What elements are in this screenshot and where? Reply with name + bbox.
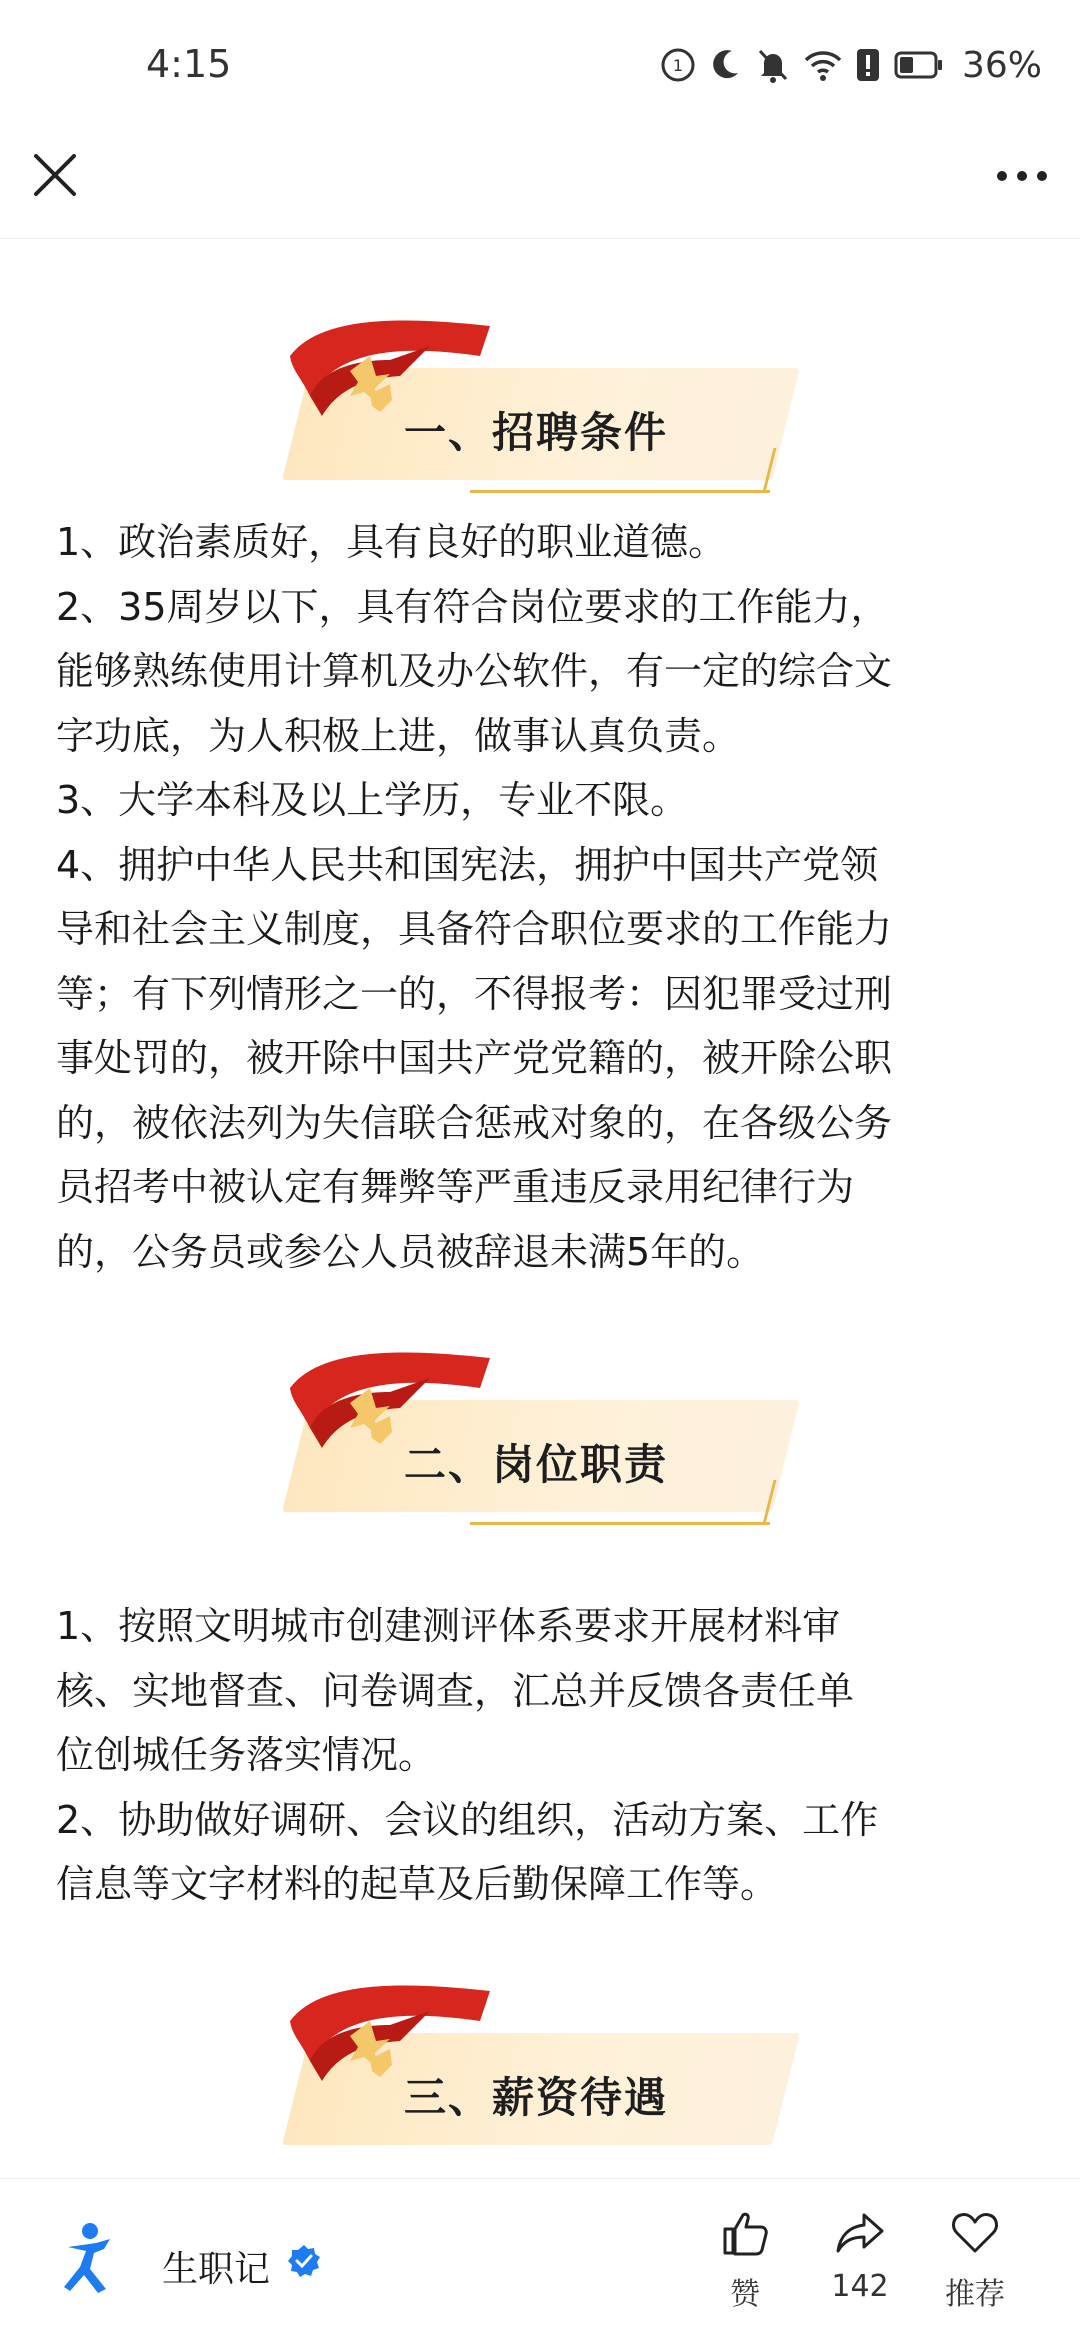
share-icon [834,2207,886,2259]
section-title: 三、薪资待遇 [404,2072,669,2122]
app-header [0,130,1080,239]
like-label: 赞 [730,2277,760,2312]
hd-call-icon [660,47,696,83]
more-icon [992,158,1052,194]
share-button[interactable] [815,2207,905,2304]
section-content-1 [0,510,1080,1284]
like-button[interactable] [700,2207,790,2313]
thumbs-up-icon [719,2207,771,2259]
content-line: 2、35周岁以下，具有符合岗位要求的工作能力， [56,584,889,629]
section-heading-1 [0,240,1080,510]
content-line: 导和社会主义制度，具备符合职位要求的工作能力 [56,907,893,951]
content-line: 事处罚的，被开除中国共产党党籍的，被开除公职 [56,1036,893,1080]
verified-badge-icon [286,2243,322,2279]
status-bar [0,0,1080,130]
status-icons [660,40,1042,90]
close-icon [28,148,82,202]
more-options-button[interactable] [992,158,1052,194]
content-line: 位创城任务落实情况。 [56,1733,437,1777]
recommend-label: 推荐 [945,2277,1005,2312]
content-line: 的，被依法列为失信联合惩戒对象的，在各级公务 [56,1100,893,1145]
author-name[interactable]: 生职记 [162,2249,271,2290]
svg-text:1: 1 [672,56,684,75]
battery-percent: 36% [961,44,1042,86]
content-line: 核、实地督查、问卷调查，汇总并反馈各责任单 [56,1668,855,1713]
section-heading-2 [0,1284,1080,1594]
bottom-bar [0,2178,1080,2341]
content-line: 2、协助做好调研、会议的组织，活动方案、工作 [56,1797,879,1842]
battery-icon [894,50,944,80]
content-line: 等；有下列情形之一的，不得报考：因犯罪受过刑 [56,971,893,1016]
heart-icon [949,2207,1001,2259]
close-button[interactable] [28,148,82,202]
content-line: 信息等文字材料的起草及后勤保障工作等。 [56,1862,779,1906]
content-line: 1、按照文明城市创建测评体系要求开展材料审 [56,1604,841,1648]
status-time: 4:15 [146,42,232,86]
author-logo-icon[interactable] [60,2219,130,2299]
heading-underline [470,1522,770,1525]
section-content-2 [0,1594,1080,1917]
content-line: 字功底，为人积极上进，做事认真负责。 [56,713,741,758]
recommend-button[interactable] [930,2207,1020,2313]
content-line: 能够熟练使用计算机及办公软件，有一定的综合文 [56,649,893,693]
content-line: 的，公务员或参公人员被辞退未满5年的。 [56,1229,765,1274]
alert-icon [856,47,880,83]
mute-icon [756,47,790,83]
content-line: 1、政治素质好，具有良好的职业道德。 [56,520,727,564]
wifi-icon [804,48,842,82]
content-line: 4、拥护中华人民共和国宪法，拥护中国共产党领 [56,842,879,887]
section-title: 一、招聘条件 [404,408,669,457]
share-count: 142 [831,2269,889,2304]
section-title: 二、岗位职责 [404,1440,669,1489]
content-line: 员招考中被认定有舞弊等严重违反录用纪律行为 [56,1165,855,1209]
article-body [0,240,1080,2217]
heading-underline [470,490,770,493]
section-heading-3 [0,1917,1080,2217]
moon-icon [710,47,742,83]
content-line: 3、大学本科及以上学历，专业不限。 [56,778,689,822]
